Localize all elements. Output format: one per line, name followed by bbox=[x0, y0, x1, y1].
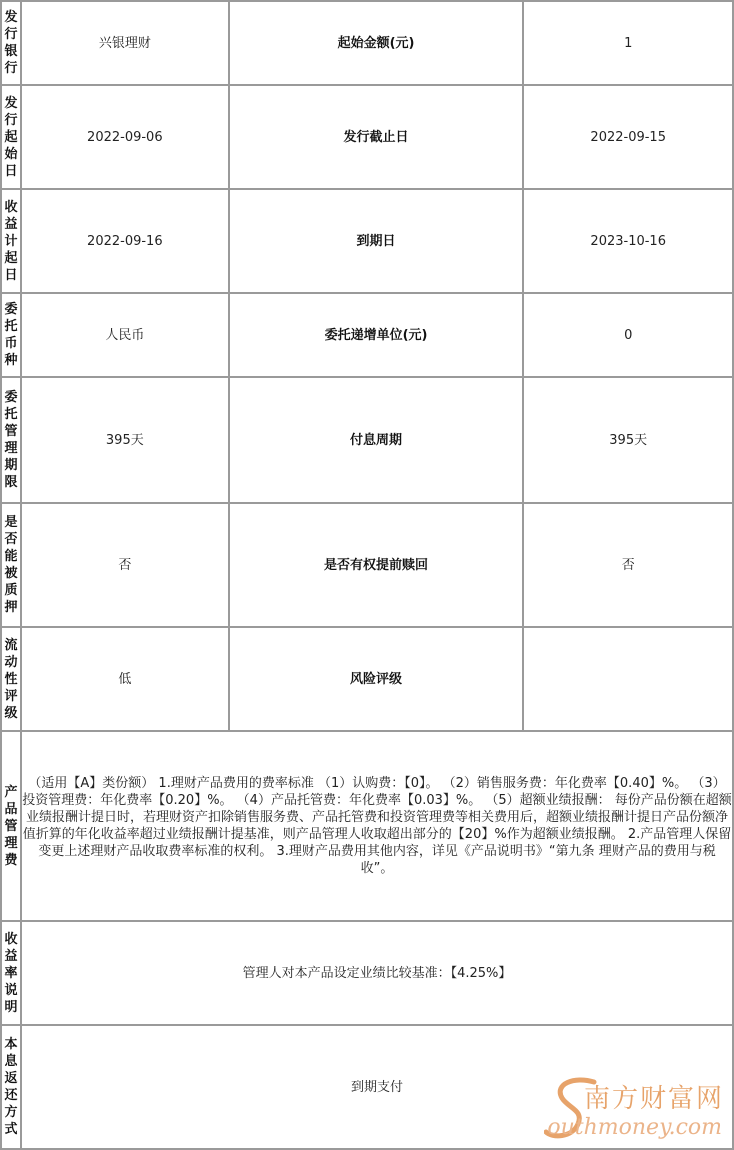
row-repayment bbox=[1, 1025, 733, 1149]
key-min-amount: 起始金额(元) bbox=[229, 1, 524, 85]
row-liquidity bbox=[1, 627, 733, 731]
label-currency: 委托币种 bbox=[1, 293, 21, 377]
key-payment-cycle: 付息周期 bbox=[229, 377, 524, 503]
key-early-redemption: 是否有权提前赎回 bbox=[229, 503, 524, 627]
value-yield-note: 管理人对本产品设定业绩比较基准：【4.25%】 bbox=[21, 921, 733, 1025]
key-maturity: 到期日 bbox=[229, 189, 524, 293]
row-issue-start bbox=[1, 85, 733, 189]
label-interest-start: 收益计起日 bbox=[1, 189, 21, 293]
value-liquidity: 低 bbox=[21, 627, 229, 731]
value-issue-start: 2022-09-06 bbox=[21, 85, 229, 189]
row-pledge bbox=[1, 503, 733, 627]
value-issuing-bank: 兴银理财 bbox=[21, 1, 229, 85]
label-management-fee: 产品管理费 bbox=[1, 731, 21, 921]
label-issue-start: 发行起始日 bbox=[1, 85, 21, 189]
key-increment: 委托递增单位(元) bbox=[229, 293, 524, 377]
value-term: 395天 bbox=[21, 377, 229, 503]
row-yield-note bbox=[1, 921, 733, 1025]
value-repayment: 到期支付 bbox=[21, 1025, 733, 1149]
value-increment: 0 bbox=[523, 293, 733, 377]
label-liquidity: 流动性评级 bbox=[1, 627, 21, 731]
row-interest-start bbox=[1, 189, 733, 293]
label-pledge: 是否能被质押 bbox=[1, 503, 21, 627]
row-issuing-bank bbox=[1, 1, 733, 85]
value-issue-end: 2022-09-15 bbox=[523, 85, 733, 189]
row-term bbox=[1, 377, 733, 503]
watermark-en: outhmoney.com bbox=[547, 1115, 722, 1140]
value-management-fee: （适用【A】类份额） 1.理财产品费用的费率标准 （1）认购费：【0】。 （2）销售服务费：年化费率【0.40】%。 （3）投资管理费：年化费率【0.20】%。 （4）产品托管费：年化费率【0.03】%。 （5）超额业绩报酬： 每份产品份额在超额业绩报酬计提日时，若理财资产扣除销售服务费、产品托管费和投资管理费等相关费用后，超额业绩报酬计提日产品份额净值折算的年化收益率超过业绩报酬计提基准，则产品管理人收取超出部分的【20】%作为超额业绩报酬。 2.产品管理人保留变更上述理财产品收取费率标准的权利。 3.理财产品费用其他内容，详见《产品说明书》“第九条 理财产品的费用与税收”。 bbox=[21, 731, 733, 921]
label-issuing-bank: 发行银行 bbox=[1, 1, 21, 85]
row-currency bbox=[1, 293, 733, 377]
value-pledge: 否 bbox=[21, 503, 229, 627]
key-issue-end: 发行截止日 bbox=[229, 85, 524, 189]
key-risk-rating: 风险评级 bbox=[229, 627, 524, 731]
watermark-cn: 南方财富网 bbox=[583, 1084, 724, 1114]
value-risk-rating bbox=[523, 627, 733, 731]
value-interest-start: 2022-09-16 bbox=[21, 189, 229, 293]
label-yield-note: 收益率说明 bbox=[1, 921, 21, 1025]
value-early-redemption: 否 bbox=[523, 503, 733, 627]
row-management-fee bbox=[1, 731, 733, 921]
label-term: 委托管理期限 bbox=[1, 377, 21, 503]
value-maturity: 2023-10-16 bbox=[523, 189, 733, 293]
label-repayment: 本息返还方式 bbox=[1, 1025, 21, 1149]
value-payment-cycle: 395天 bbox=[523, 377, 733, 503]
value-currency: 人民币 bbox=[21, 293, 229, 377]
value-min-amount: 1 bbox=[523, 1, 733, 85]
